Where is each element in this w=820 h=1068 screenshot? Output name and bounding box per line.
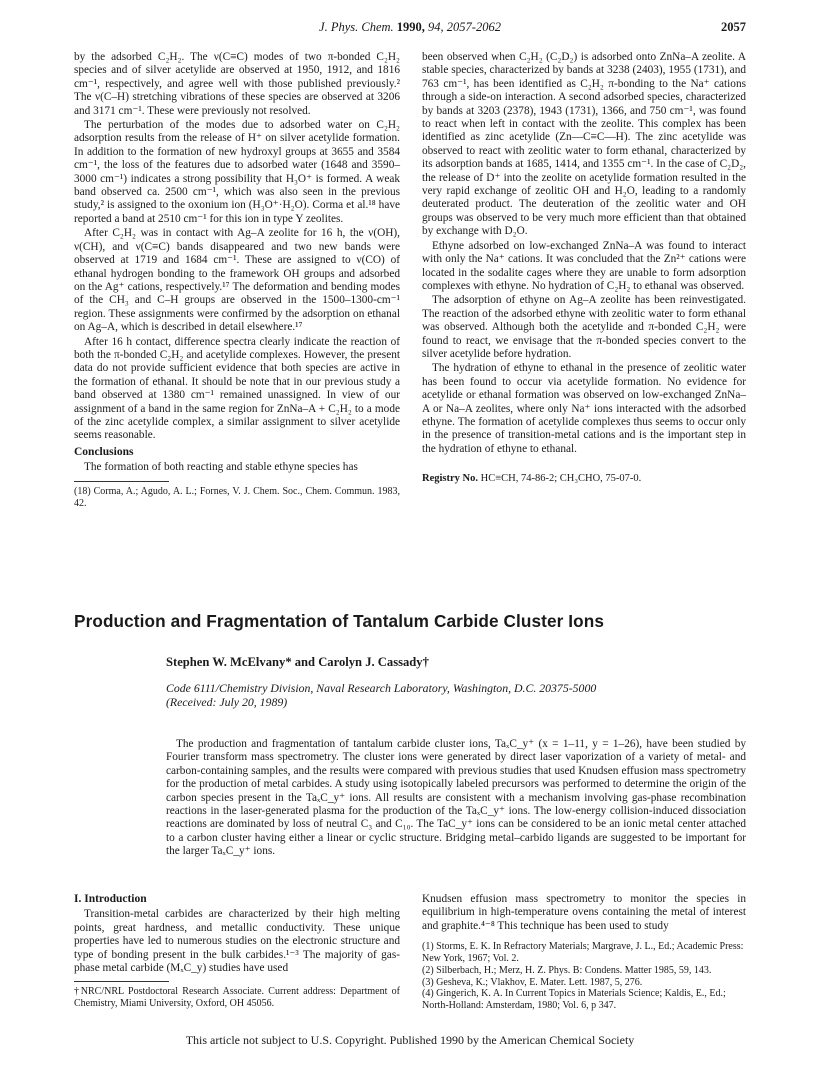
page-header [74, 20, 746, 40]
affiliation: Code 6111/Chemistry Division, Naval Research Laboratory, Washington, D.C. 20375-5000 [166, 681, 597, 695]
journal-pages: 2057-2062 [446, 20, 501, 34]
paragraph: The adsorption of ethyne on Ag–A zeolite has been reinvestigated. The reaction of the adsorbed ethyne with zeolitic water to form ethanal was observed. Although both the acetylide and π-bonded C₂H₂ were found to react, we envisage that the π-bonded species convert to the silver acetylide before hydration. [422, 294, 746, 360]
footnote: †NRC/NRL Postdoctoral Research Associate. Current address: Department of Chemistry, Miami University, Oxford, OH 45056. [74, 986, 400, 1010]
footnote-divider [74, 481, 169, 482]
section-heading-introduction: I. Introduction [74, 893, 147, 905]
footnote: (3) Gesheva, K.; Vlakhov, E. Mater. Lett. 1987, 5, 276. [422, 976, 643, 988]
footnote: (2) Silberbach, H.; Merz, H. Z. Phys. B: Condens. Matter 1985, 59, 143. [422, 964, 712, 976]
paragraph: The perturbation of the modes due to adsorbed water on C₂H₂ adsorption results from the release of H⁺ on silver acetylide formation. In addition to the formation of new hydroxyl groups at 3655 and 3584 cm⁻¹, the loss of the features due to adsorbed water (1648 and 3590–3000 cm⁻¹) indicates a strong possibility that H₃O⁺ is formed. A weak band observed ca. 2500 cm⁻¹, which was also seen in the previous study,² is assigned to the oxonium ion (H₃O⁺·H₂O). Corma et al.¹⁸ have reported a band at 2510 cm⁻¹ for this ion in type Y zeolites. [74, 119, 400, 225]
paragraph: Knudsen effusion mass spectrometry to monitor the species in equilibrium in high-temperature ovens containing the metal of interest and graphite.⁴⁻⁸ This technique has been used to study [422, 893, 746, 932]
registry-text: HC≡CH, 74-86-2; CH₃CHO, 75-07-0. [480, 473, 642, 485]
affiliation-block [166, 681, 746, 709]
journal-volume: 94, [428, 20, 444, 34]
article-authors: Stephen W. McElvany* and Carolyn J. Cassady† [166, 655, 429, 669]
footnote: (18) Corma, A.; Agudo, A. L.; Fornes, V. J. Chem. Soc., Chem. Commun. 1983, 42. [74, 485, 400, 509]
section-heading-conclusions: Conclusions [74, 445, 134, 458]
article-title: Production and Fragmentation of Tantalum Carbide Cluster Ions [74, 611, 605, 631]
right-column-top [422, 51, 746, 486]
paragraph: Transition-metal carbides are characterized by their high melting points, great hardness, and metallic conductivity. These unique properties have led to numerous studies on the electronic structure and type of bonding present in the bulk carbides.¹⁻³ The majority of gas-phase metal carbide (MₓC_y) studies have used [74, 908, 400, 975]
abstract-text: The production and fragmentation of tantalum carbide cluster ions, TaₓC_y⁺ (x = 1–11, y = 1–26), have been studied by Fourier transform mass spectrometry. The cluster ions were generated by direct laser vaporization of a variety of metal- and carbon-containing samples, and the results were compared with previous studies that used Knudsen effusion mass spectrometry for the production of metal carbides. A study using isotopically labeled precursors was performed to determine the origin of the carbon species present in the TaₓC_y⁺ ions. All results are consistent with a mechanism involving gas-phase recombination reactions in the laser-generated plasma for the production of the TaₓC_y⁺ ions. The low-energy collision-induced dissociation reactions are dominated by loss of neutral C₃ and C₁₀. The TaC_y⁺ ions can be considered to be an ionic metal center attached to a carbon cluster having either a linear or cyclic structure. Bridging metal–carbido ligands are suggested to be important for the larger TaₓC_y⁺ ions. [166, 738, 746, 858]
footnote: (1) Storms, E. K. In Refractory Materials; Margrave, J. L., Ed.; Academic Press: New York, 1967; Vol. 2. [422, 941, 744, 965]
journal-year: 1990, [396, 20, 425, 34]
left-column-bottom [74, 893, 400, 1011]
paragraph: by the adsorbed C₂H₂. The ν(C≡C) modes of two π-bonded C₂H₂ species and of silver acetylide are observed at 1950, 1912, and 1816 cm⁻¹, respectively, and agree well with those published previously.² The ν(C–H) stretching vibrations of these species are observed at 3206 and 3171 cm⁻¹. These were previously not resolved. [74, 51, 400, 117]
received-date: (Received: July 20, 1989) [166, 695, 288, 709]
right-column-bottom [422, 893, 746, 1012]
footnote-divider [74, 981, 169, 982]
registry-label: Registry No. [422, 473, 478, 485]
left-column-top [74, 51, 400, 511]
running-head [74, 20, 746, 35]
copyright-footer: This article not subject to U.S. Copyright. Published 1990 by the American Chemical Society [185, 1033, 635, 1047]
paragraph: Ethyne adsorbed on low-exchanged ZnNa–A was found to interact with only the Na⁺ cations. It was concluded that the Zn²⁺ cations were located in the sodalite cages where they are unable to form adsorption complexes with ethyne. No hydration of C₂H₂ to ethanal was observed. [422, 239, 746, 292]
paragraph: After C₂H₂ was in contact with Ag–A zeolite for 16 h, the ν(OH), ν(CH), and ν(C≡C) bands disappeared and two new bands were observed at 1719 and 1684 cm⁻¹. These are assigned to ν(CO) of ethanal hydrogen bonding to the framework OH groups and adsorbed on the Ag⁺ cations, respectively.¹⁷ The deformation and bending modes of the CH₃ and C–H groups are observed in the 1500–1300-cm⁻¹ region. These assignments were confirmed by the adsorption on ethanal on Ag–A, which is described in detail elsewhere.¹⁷ [74, 227, 400, 334]
journal-name: J. Phys. Chem. [319, 20, 394, 34]
footnote: (4) Gingerich, K. A. In Current Topics in Materials Science; Kaldis, E., Ed.; North-Holland: Amsterdam, 1980; Vol. 6, p 347. [422, 988, 726, 1012]
paragraph: After 16 h contact, difference spectra clearly indicate the reaction of both the π-bonded C₂H₂ and acetylide complexes. However, the present data do not provide sufficient evidence that both species are active in the formation of ethanal. It should be note that in our previous study a band observed at 1380 cm⁻¹ remained unassigned. In view of our assignment of a band in the same region for ZnNa–A + C₂H₂ to a mode of the zinc acetylide complex, a similar assignment to silver acetylide seems reasonable. [74, 335, 400, 442]
page-number: 2057 [721, 20, 746, 34]
paragraph: The hydration of ethyne to ethanal in the presence of zeolitic water has been found to occur via acetylide formation. No evidence for acetylide or ethanal formation was observed on low-exchanged ZnNa–A or Na–A zeolites, where only Na⁺ ions interacted with the adsorbed ethyne. The formation of acetylide complexes thus seems to occur only in the presence of transition-metal cations and is the important step in the hydration of ethyne to ethanal. [422, 362, 746, 455]
footnotes [422, 941, 746, 1012]
paragraph: The formation of both reacting and stable ethyne species has [84, 461, 358, 474]
paragraph: been observed when C₂H₂ (C₂D₂) is adsorbed onto ZnNa–A zeolite. A stable species, characterized by bands at 3238 (2403), 1955 (1731), and 763 cm⁻¹, has been identified as C₂H₂ π-bonding to the Na⁺ cations through a side-on interaction. A second adsorbed species, characterized by bands at 3203 (2378), 1943 (1731), 1366, and 750 cm⁻¹, was found to react when left in contact with the zeolite. This complex has been identified as zinc acetylide (Zn—C≡C—H). The zinc acetylide was observed to react with zeolitic water to form ethanal, characterized by its adsorption bands at 1685, 1414, and 1355 cm⁻¹. In the case of C₂D₂, the release of D⁺ into the zeolite on acetylide formation resulted in the very rapid exchange of zeolitic OH and H₂O, leading to a randomly deuterated product. The deuteration of the zeolitic water and OH groups was observed to be very much more efficient than that obtained by exchange with D₂O. [422, 51, 746, 238]
abstract [166, 738, 746, 859]
registry-numbers [422, 472, 746, 485]
